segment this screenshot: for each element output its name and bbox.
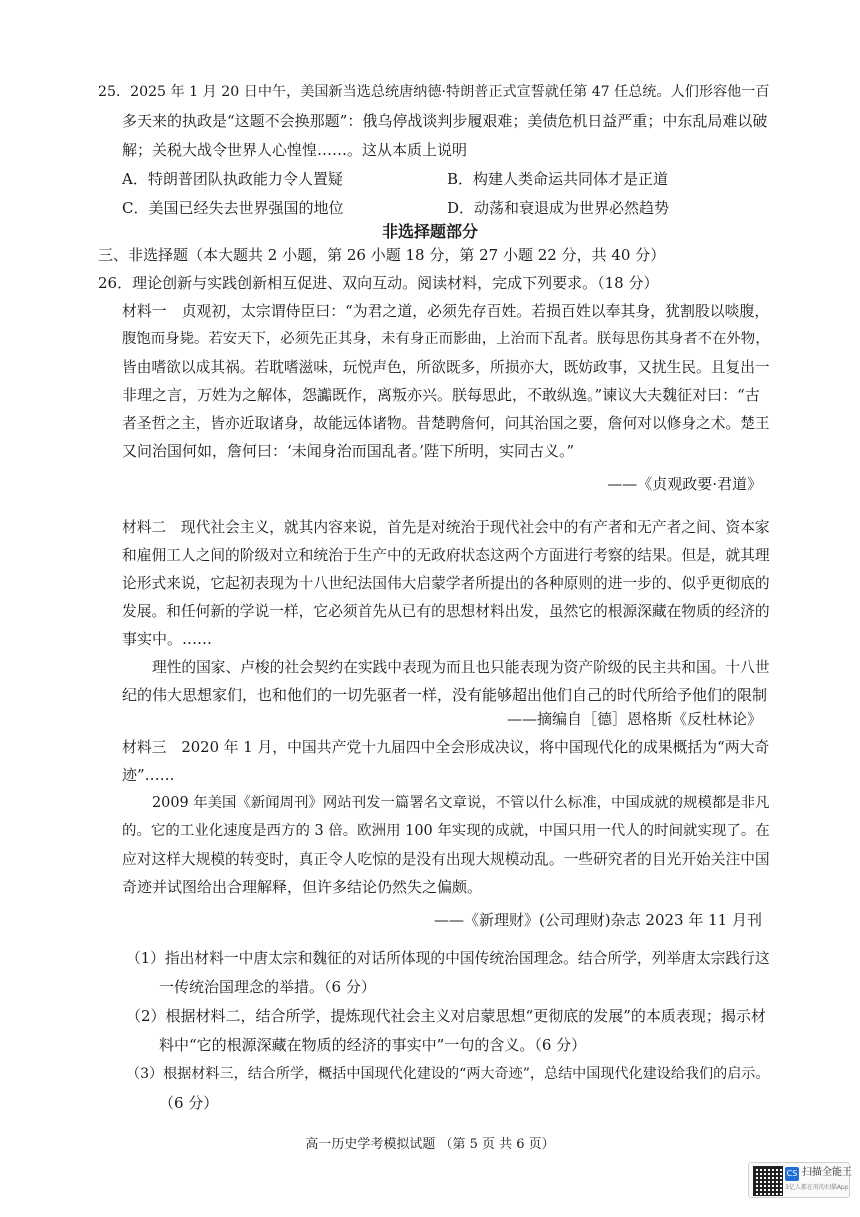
sub-question-2: （2）根据材料二，结合所学，提炼现代社会主义对启蒙思想“更彻底的发展”的本质表现；揭示材 <box>126 1007 766 1025</box>
material-3-line: 迹”…… <box>122 766 175 784</box>
part-3-heading: 三、非选择题（本大题共 2 小题，第 26 小题 18 分，第 27 小题 22 分，共 40 分） <box>98 246 666 264</box>
sub-question-2-cont: 料中“它的根源深藏在物质的经济的事实中”一句的含义。（6 分） <box>159 1036 587 1054</box>
material-1-line: 腹饱而身毙。若安天下，必须先正其身，未有身正而影曲，上治而下乱者。朕每思伤其身者不在外物， <box>122 331 770 347</box>
section-title: 非选择题部分 <box>381 222 478 241</box>
material-3-line: 材料三 2020 年 1 月，中国共产党十九届四中全会形成决议，将中国现代化的成果概括为“两大奇 <box>122 739 770 756</box>
material-2-line: 和雇佣工人之间的阶级对立和统治于生产中的无政府状态这两个方面进行考察的结果。但是，就其理 <box>122 547 770 564</box>
option-a: A．特朗普团队执政能力令人置疑 <box>122 170 343 188</box>
material-3-line: 的。它的工业化速度是西方的 3 倍。欧洲用 100 年实现的成就，中国只用一代人的时间就实现了。在 <box>122 823 770 839</box>
page-footer: 高一历史学考模拟试题 （第 5 页 共 6 页） <box>305 1137 555 1152</box>
scanner-watermark-badge <box>748 1162 850 1198</box>
material-2-line: 论形式来说，它起初表现为十八世纪法国伟大启蒙学者所提出的各种原则的进一步的、似乎更彻底的 <box>122 575 770 592</box>
sub-question-3: （3）根据材料三，结合所学，概括中国现代化建设的“两大奇迹”，总结中国现代化建设给我们的启示。 <box>126 1066 770 1082</box>
material-1-line: 皆由嗜欲以成其祸。若耽嗜滋味，玩悦声色，所欲既多，所损亦大，既妨政事，又扰生民。且复出一 <box>122 359 770 376</box>
material-2-line: 纪的伟大思想家们，也和他们的一切先驱者一样，没有能够超出他们自己的时代所给予他们的限制 <box>122 686 768 704</box>
material-3-line: 应对这样大规模的转变时，真正令人吃惊的是没有出现大规模动乱。一些研究者的目光开始关注中国 <box>122 851 770 868</box>
sub-question-1: （1）指出材料一中唐太宗和魏征的对话所体现的中国传统治国理念。结合所学，列举唐太宗践行这 <box>126 950 770 967</box>
material-2-line: 发展。和任何新的学说一样，它必须首先从已有的思想材料出发，虽然它的根源深藏在物质的经济的 <box>122 603 770 620</box>
material-1-line: 者圣哲之主，皆亦近取诸身，故能远体诸物。昔楚聘詹何，问其治国之要，詹何对以修身之术。楚王 <box>122 415 770 432</box>
option-d: D．动荡和衰退成为世界必然趋势 <box>447 199 670 217</box>
material-1-source: ——《贞观政要·君道》 <box>607 475 762 493</box>
material-2-line: 事实中。…… <box>122 630 213 648</box>
material-2-line: 材料二 现代社会主义，就其内容来说，首先是对统治于现代社会中的有产者和无产者之间、资本家 <box>122 519 770 536</box>
scanner-logo-icon: CS <box>785 1167 799 1181</box>
material-3-line: 奇迹并试图给出合理解释，但许多结论仍然失之偏颇。 <box>122 878 483 896</box>
scanner-badge-title: 扫描全能王 <box>802 1167 852 1178</box>
material-3-source: ——《新理财》(公司理财)杂志 2023 年 11 月刊 <box>433 911 762 929</box>
question-26-stem: 26．理论创新与实践创新相互促进、双向互动。阅读材料，完成下列要求。（18 分） <box>98 274 659 292</box>
material-2-line: 理性的国家、卢梭的社会契约在实践中表现为而且也只能表现为资产阶级的民主共和国。十八世 <box>152 659 770 676</box>
scanner-badge-subtitle: 3亿人都在用的扫描App <box>785 1184 849 1191</box>
question-25-line-3: 解；关税大战令世界人心惶惶……。这从本质上说明 <box>122 141 468 159</box>
material-3-line: 2009 年美国《新闻周刊》网站刊发一篇署名文章说，不管以什么标准，中国成就的规模都是非凡 <box>152 795 770 811</box>
option-c: C．美国已经失去世界强国的地位 <box>122 199 344 217</box>
option-b: B．构建人类命运共同体才是正道 <box>447 170 669 188</box>
material-1-line: 材料一 贞观初，太宗谓侍臣曰：“为君之道，必须先存百姓。若损百姓以奉其身，犹割股以啖腹， <box>122 302 770 320</box>
qr-code-icon <box>753 1166 783 1196</box>
sub-question-3-cont: （6 分） <box>159 1094 219 1112</box>
material-1-line: 非理之言，万姓为之解体，怨讟既作，离叛亦兴。朕每思此，不敢纵逸。”谏议大夫魏征对曰：“古 <box>122 386 760 404</box>
question-25-line-2: 多天来的执政是“这题不会换那题”：俄乌停战谈判步履艰难；美债危机日益严重；中东乱局难以破 <box>122 112 768 130</box>
question-25-line-1: 25．2025 年 1 月 20 日中午，美国新当选总统唐纳德·特朗普正式宣誓就任第 47 任总统。人们形容他一百 <box>98 84 770 100</box>
sub-question-1-cont: 一传统治国理念的举措。（6 分） <box>159 978 376 996</box>
material-2-source: ——摘编自［德］恩格斯《反杜林论》 <box>506 710 762 728</box>
material-1-line: 又问治国何如，詹何曰：‘未闻身治而国乱者。’陛下所明，实同古义。” <box>122 442 575 460</box>
